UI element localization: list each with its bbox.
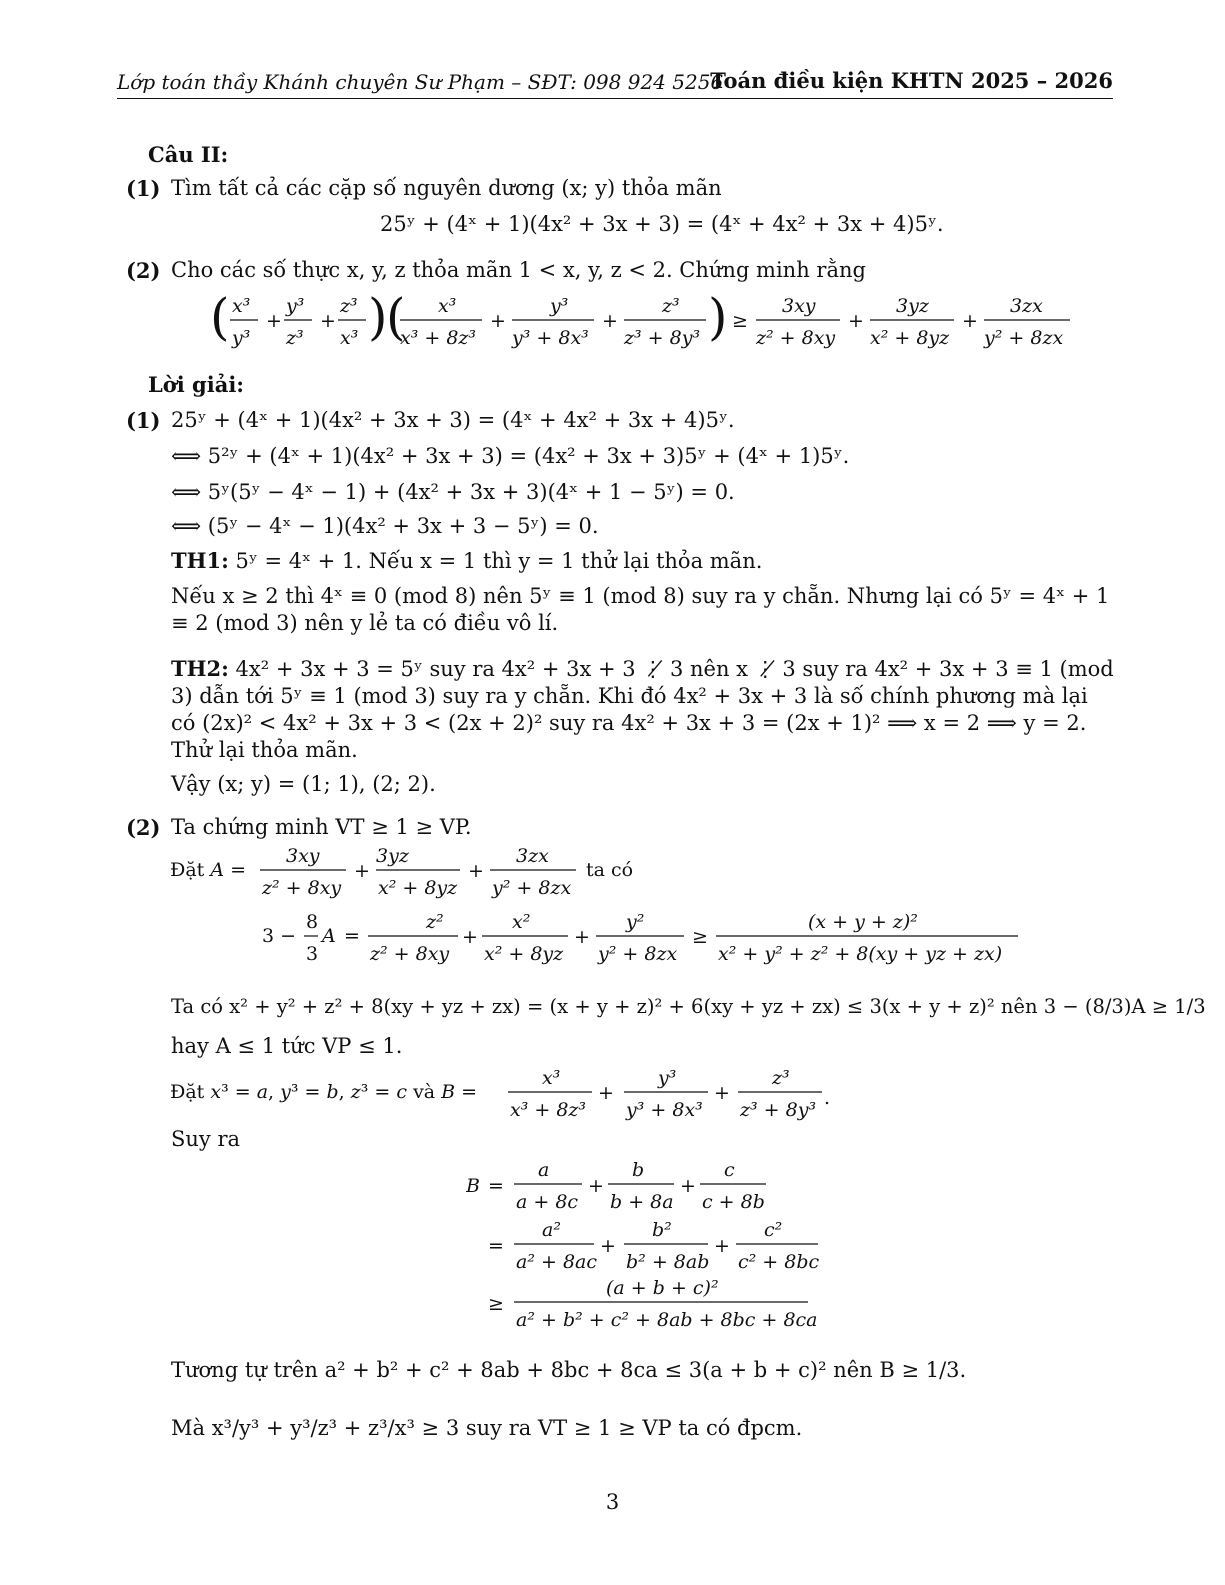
- case-2-text: 4x² + 3x + 3 = 5ʸ suy ra 4x² + 3x + 3 ⋮̸ 3 nên x ⋮̸ 3 suy ra 4x² + 3x + 3 ≡ 1 (mod 3) dẫn tới 5ʸ ≡ 1 (mod 3) suy ra y chẵn. Khi đó 4x² + 3x + 3 là số chính phương mà lại có (2x)² < 4x² + 3x + 3 < (2x + 2)² suy ra 4x² + 3x + 3 = (2x + 1)² ⟹ x = 2 ⟹ y = 2. Thử lại thỏa mãn.: [171, 657, 1114, 762]
- b-chain: [466, 1156, 826, 1334]
- svg-text:y³ + 8x³: y³ + 8x³: [512, 327, 589, 349]
- solution-2-tuongtu: Tương tự trên a² + b² + c² + 8ab + 8bc + 8ca ≤ 3(a + b + c)² nên B ≥ 1/3.: [171, 1358, 967, 1382]
- solution-title: Lời giải:: [148, 372, 245, 397]
- svg-text:z³: z³: [340, 295, 358, 317]
- solution-1-line-1: 25ʸ + (4ˣ + 1)(4x² + 3x + 3) = (4ˣ + 4x² + 3x + 4)5ʸ.: [171, 408, 735, 432]
- svg-text:+: +: [714, 1082, 730, 1104]
- header-right: Toán điều kiện KHTN 2025 – 2026: [710, 68, 1113, 93]
- svg-text:c² + 8bc: c² + 8bc: [738, 1251, 820, 1273]
- problem-1-text: Tìm tất cả các cặp số nguyên dương (x; y) thỏa mãn: [171, 176, 722, 200]
- svg-text:+: +: [266, 310, 282, 332]
- problem-2-number: (2): [126, 258, 161, 283]
- solution-1-line-2: ⟺ 5²ʸ + (4ˣ + 1)(4x² + 3x + 3) = (4x² + 3x + 3)5ʸ + (4ˣ + 1)5ʸ.: [171, 444, 850, 468]
- svg-text:z² + 8xy: z² + 8xy: [370, 943, 450, 965]
- svg-text:c: c: [724, 1159, 735, 1181]
- svg-text:c²: c²: [764, 1219, 783, 1241]
- svg-text:z² + 8xy: z² + 8xy: [756, 327, 836, 349]
- svg-text:3 −: 3 −: [262, 925, 297, 947]
- svg-text:x³: x³: [542, 1067, 561, 1089]
- solution-1-conclusion: Vậy (x; y) = (1; 1), (2; 2).: [171, 772, 436, 796]
- svg-text:+: +: [848, 310, 864, 332]
- svg-text:3yz: 3yz: [896, 295, 929, 317]
- header-left: Lớp toán thầy Khánh chuyên Sư Phạm – SĐT: 098 924 5256: [117, 70, 724, 94]
- svg-text:b + 8a: b + 8a: [610, 1191, 674, 1213]
- case-2: [171, 655, 1115, 764]
- svg-text:x³ + 8z³: x³ + 8z³: [510, 1099, 587, 1121]
- svg-text:z³: z³: [772, 1067, 790, 1089]
- case-1-paragraph: Nếu x ≥ 2 thì 4ˣ ≡ 0 (mod 8) nên 5ʸ ≡ 1 (mod 8) suy ra y chẵn. Nhưng lại có 5ʸ = 4ˣ + 1 ≡ 2 (mod 3) nên y lẻ ta có điều vô lí.: [171, 584, 1110, 635]
- svg-text:3xy: 3xy: [782, 295, 816, 317]
- svg-text:(a + b + c)²: (a + b + c)²: [606, 1277, 719, 1299]
- svg-text:+: +: [598, 1082, 614, 1104]
- svg-text:3: 3: [306, 943, 319, 965]
- svg-text:Đặt A =: Đặt A =: [170, 859, 247, 881]
- solution-1-line-4: ⟺ (5ʸ − 4ˣ − 1)(4x² + 3x + 3 − 5ʸ) = 0.: [171, 514, 599, 538]
- svg-text:z³ + 8y³: z³ + 8y³: [740, 1099, 817, 1121]
- svg-text:(x + y + z)²: (x + y + z)²: [808, 911, 918, 933]
- svg-text:+: +: [490, 310, 506, 332]
- svg-text:+: +: [468, 860, 484, 882]
- problem-2-inequality: [210, 290, 1090, 354]
- solution-1-line-3: ⟺ 5ʸ(5ʸ − 4ˣ − 1) + (4x² + 3x + 3)(4ˣ + 1 − 5ʸ) = 0.: [171, 480, 735, 504]
- svg-text:(: (: [386, 290, 406, 346]
- svg-text:x² + 8yz: x² + 8yz: [870, 327, 950, 349]
- problem-2-text: Cho các số thực x, y, z thỏa mãn 1 < x, y, z < 2. Chứng minh rằng: [171, 258, 866, 282]
- equation-a: [262, 906, 1022, 968]
- define-a: [170, 842, 650, 900]
- svg-text:y² + 8zx: y² + 8zx: [984, 327, 1064, 349]
- svg-text:a + 8c: a + 8c: [516, 1191, 579, 1213]
- svg-text:3zx: 3zx: [1010, 295, 1043, 317]
- svg-text:3xy: 3xy: [286, 845, 320, 867]
- svg-text:B: B: [466, 1175, 480, 1197]
- svg-text:+: +: [962, 310, 978, 332]
- svg-text:.: .: [824, 1087, 831, 1109]
- svg-text:ta có: ta có: [586, 859, 634, 881]
- svg-text:y² + 8zx: y² + 8zx: [492, 877, 572, 899]
- svg-text:y³: y³: [286, 295, 305, 317]
- solution-2-line-taco: Ta có x² + y² + z² + 8(xy + yz + zx) = (x + y + z)² + 6(xy + yz + zx) ≤ 3(x + y + z)² nên 3 − (8/3)A ≥ 1/3: [171, 995, 1206, 1018]
- problem-title: Câu II:: [148, 142, 229, 167]
- svg-text:y³: y³: [232, 327, 251, 349]
- svg-text:3zx: 3zx: [516, 845, 549, 867]
- page-number: 3: [605, 1490, 620, 1514]
- problem-1-number: (1): [126, 176, 161, 201]
- svg-text:x³: x³: [340, 327, 359, 349]
- svg-text:+: +: [320, 310, 336, 332]
- svg-text:z³ + 8y³: z³ + 8y³: [624, 327, 701, 349]
- svg-text:a² + 8ac: a² + 8ac: [516, 1251, 598, 1273]
- svg-text:+: +: [574, 926, 590, 948]
- svg-text:Đặt x³ = a, y³ = b, z³ = c và: Đặt x³ = a, y³ = b, z³ = c và B =: [170, 1081, 478, 1103]
- svg-text:x³ + 8z³: x³ + 8z³: [400, 327, 477, 349]
- svg-text:z³: z³: [286, 327, 304, 349]
- svg-text:a²: a²: [542, 1219, 561, 1241]
- svg-text:y³: y³: [658, 1067, 677, 1089]
- case-2-label: TH2:: [171, 656, 229, 681]
- svg-text:y²: y²: [626, 911, 645, 933]
- svg-text:x² + y² + z² + 8(xy + yz + zx): x² + y² + z² + 8(xy + yz + zx): [718, 943, 1003, 965]
- case-1-text: 5ʸ = 4ˣ + 1. Nếu x = 1 thì y = 1 thử lại thỏa mãn.: [235, 549, 763, 573]
- svg-text:=: =: [344, 925, 360, 947]
- svg-text:): ): [368, 290, 388, 346]
- svg-text:): ): [708, 290, 728, 346]
- svg-text:≥: ≥: [732, 310, 748, 332]
- svg-text:(: (: [210, 290, 230, 346]
- svg-text:+: +: [714, 1235, 730, 1257]
- svg-text:≥: ≥: [692, 926, 708, 948]
- case-1: [171, 548, 762, 573]
- svg-text:=: =: [488, 1235, 504, 1257]
- svg-text:b² + 8ab: b² + 8ab: [626, 1251, 710, 1273]
- svg-text:+: +: [354, 860, 370, 882]
- svg-text:+: +: [588, 1175, 604, 1197]
- svg-text:z²: z²: [426, 911, 444, 933]
- solution-1-number: (1): [126, 408, 161, 433]
- svg-text:≥: ≥: [488, 1293, 504, 1315]
- svg-text:x²: x²: [512, 911, 531, 933]
- define-b: [170, 1064, 840, 1122]
- svg-text:y³: y³: [550, 295, 569, 317]
- problem-1-equation: 25ʸ + (4ˣ + 1)(4x² + 3x + 3) = (4ˣ + 4x² + 3x + 4)5ʸ.: [380, 212, 944, 236]
- svg-text:+: +: [680, 1175, 696, 1197]
- solution-2-final: Mà x³/y³ + y³/z³ + z³/x³ ≥ 3 suy ra VT ≥ 1 ≥ VP ta có đpcm.: [171, 1416, 803, 1440]
- svg-text:a² + b² + c² + 8ab + 8bc + 8ca: a² + b² + c² + 8ab + 8bc + 8ca: [516, 1309, 818, 1331]
- svg-text:y² + 8zx: y² + 8zx: [598, 943, 678, 965]
- svg-text:c + 8b: c + 8b: [702, 1191, 765, 1213]
- svg-text:x³: x³: [438, 295, 457, 317]
- svg-text:A: A: [322, 925, 336, 947]
- svg-text:8: 8: [306, 911, 319, 933]
- svg-text:+: +: [600, 1235, 616, 1257]
- svg-text:z³: z³: [662, 295, 680, 317]
- solution-2-intro: Ta chứng minh VT ≥ 1 ≥ VP.: [171, 815, 472, 839]
- svg-text:b²: b²: [652, 1219, 672, 1241]
- svg-text:y³ + 8x³: y³ + 8x³: [626, 1099, 703, 1121]
- svg-text:x³: x³: [232, 295, 251, 317]
- svg-text:+: +: [462, 926, 478, 948]
- svg-text:=: =: [488, 1175, 504, 1197]
- solution-2-line-hay: hay A ≤ 1 tức VP ≤ 1.: [171, 1034, 403, 1058]
- svg-text:+: +: [602, 310, 618, 332]
- svg-text:3yz: 3yz: [376, 845, 409, 867]
- case-1-label: TH1:: [171, 548, 229, 573]
- svg-text:x² + 8yz: x² + 8yz: [484, 943, 564, 965]
- solution-2-suyra: Suy ra: [171, 1127, 241, 1151]
- svg-text:b: b: [632, 1159, 645, 1181]
- svg-text:a: a: [538, 1159, 550, 1181]
- solution-2-number: (2): [126, 815, 161, 840]
- page-header: [117, 66, 1113, 99]
- svg-text:z² + 8xy: z² + 8xy: [262, 877, 342, 899]
- svg-text:x² + 8yz: x² + 8yz: [378, 877, 458, 899]
